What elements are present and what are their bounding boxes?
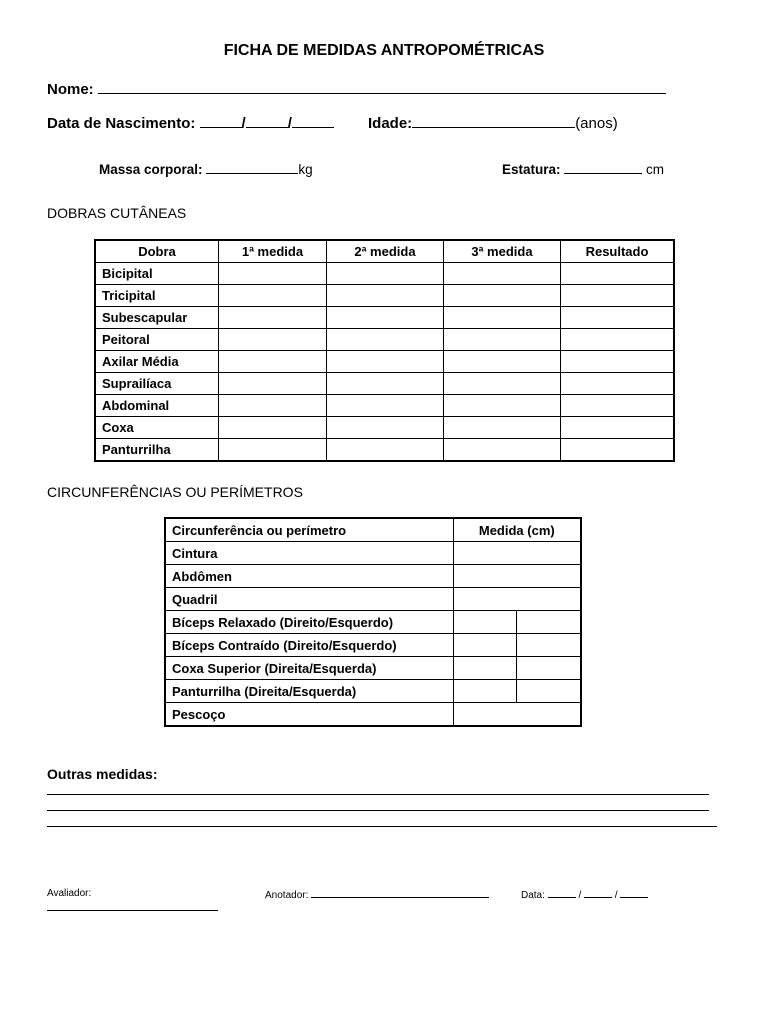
circ-row-label: Cintura: [165, 542, 453, 565]
circ-header-perimetro: Circunferência ou perímetro: [165, 518, 453, 542]
dobras-cell-medida-1[interactable]: [219, 329, 327, 351]
dobras-cell-medida-3[interactable]: [444, 329, 561, 351]
dobras-row-label: Panturrilha: [95, 439, 219, 462]
data-ano-field[interactable]: [620, 888, 648, 898]
outras-label: Outras medidas:: [47, 766, 158, 782]
anotador-field[interactable]: [311, 888, 489, 898]
data-mes-field[interactable]: [584, 888, 612, 898]
massa-row: [99, 161, 313, 177]
circ-cell-direito[interactable]: [453, 611, 517, 634]
estatura-label: Estatura:: [502, 162, 561, 177]
circ-row-label: Abdômen: [165, 565, 453, 588]
dobras-cell-medida-1[interactable]: [219, 439, 327, 462]
circ-row: [165, 542, 581, 565]
page-title: FICHA DE MEDIDAS ANTROPOMÉTRICAS: [223, 42, 545, 59]
dobras-header-medida-3: 3ª medida: [444, 240, 561, 263]
anotador-row: [265, 888, 489, 901]
nome-field[interactable]: [98, 79, 666, 94]
dobras-row: [95, 307, 674, 329]
dobras-cell-medida-1[interactable]: [219, 351, 327, 373]
dobras-header-medida-1: 1ª medida: [219, 240, 327, 263]
dobras-cell-medida-2[interactable]: [327, 439, 444, 462]
nome-row: [47, 79, 666, 98]
dobras-cell-medida-2[interactable]: [327, 307, 444, 329]
dobras-cell-medida-3[interactable]: [444, 263, 561, 285]
dobras-cell-medida-3[interactable]: [444, 307, 561, 329]
idade-label: Idade:: [368, 115, 413, 132]
massa-field[interactable]: [206, 161, 298, 174]
nascimento-mes-field[interactable]: [246, 113, 288, 128]
dobras-cell-medida-2[interactable]: [327, 263, 444, 285]
circ-row: [165, 634, 581, 657]
dobras-cell-medida-1[interactable]: [219, 285, 327, 307]
dobras-row: [95, 373, 674, 395]
dobras-row-label: Suprailíaca: [95, 373, 219, 395]
circ-row-label: Bíceps Contraído (Direito/Esquerdo): [165, 634, 453, 657]
circ-row-label: Pescoço: [165, 703, 453, 727]
dobras-row: [95, 395, 674, 417]
dobras-cell-resultado[interactable]: [561, 329, 675, 351]
dobras-row: [95, 329, 674, 351]
dobras-table: [94, 239, 675, 462]
outras-line-1[interactable]: [47, 794, 709, 795]
dobras-cell-resultado[interactable]: [561, 263, 675, 285]
circ-row: [165, 680, 581, 703]
circ-row-label: Quadril: [165, 588, 453, 611]
estatura-field[interactable]: [564, 161, 642, 174]
circ-cell-esquerdo[interactable]: [517, 680, 581, 703]
dobras-cell-medida-1[interactable]: [219, 417, 327, 439]
dobras-header-medida-2: 2ª medida: [327, 240, 444, 263]
avaliador-field[interactable]: [47, 910, 218, 911]
dobras-cell-resultado[interactable]: [561, 439, 675, 462]
dobras-section-title: DOBRAS CUTÂNEAS: [47, 205, 187, 221]
dobras-row: [95, 285, 674, 307]
nascimento-dia-field[interactable]: [200, 113, 242, 128]
circ-row: [165, 611, 581, 634]
massa-label: Massa corporal:: [99, 162, 203, 177]
dobras-row-label: Subescapular: [95, 307, 219, 329]
dobras-cell-medida-3[interactable]: [444, 351, 561, 373]
dobras-cell-medida-2[interactable]: [327, 373, 444, 395]
dobras-cell-medida-2[interactable]: [327, 395, 444, 417]
data-row: Data: / /: [521, 888, 648, 901]
dobras-cell-medida-3[interactable]: [444, 417, 561, 439]
dobras-cell-medida-3[interactable]: [444, 439, 561, 462]
circ-cell-esquerdo[interactable]: [517, 611, 581, 634]
dobras-cell-medida-3[interactable]: [444, 373, 561, 395]
circ-cell-direito[interactable]: [453, 657, 517, 680]
dobras-row-label: Bicipital: [95, 263, 219, 285]
data-dia-field[interactable]: [548, 888, 576, 898]
circ-cell-direito[interactable]: [453, 634, 517, 657]
dobras-row-label: Axilar Média: [95, 351, 219, 373]
dobras-cell-resultado[interactable]: [561, 395, 675, 417]
dobras-row: [95, 417, 674, 439]
estatura-row: [502, 161, 664, 177]
circ-section-title: CIRCUNFERÊNCIAS OU PERÍMETROS: [47, 484, 303, 500]
avaliador-label: Avaliador:: [47, 888, 92, 899]
circ-row: [165, 657, 581, 680]
idade-field[interactable]: [412, 113, 575, 128]
nome-label: Nome:: [47, 81, 94, 98]
dobras-row-label: Tricipital: [95, 285, 219, 307]
circ-cell-medida[interactable]: [453, 565, 581, 588]
dobras-cell-resultado[interactable]: [561, 417, 675, 439]
dobras-cell-medida-2[interactable]: [327, 351, 444, 373]
circunferencias-table: [164, 517, 582, 727]
circ-row: [165, 588, 581, 611]
dobras-header-resultado: Resultado: [561, 240, 675, 263]
nascimento-ano-field[interactable]: [292, 113, 334, 128]
outras-line-2[interactable]: [47, 810, 709, 811]
dobras-row: [95, 351, 674, 373]
circ-row: [165, 565, 581, 588]
dobras-cell-medida-2[interactable]: [327, 285, 444, 307]
dobras-cell-resultado[interactable]: [561, 307, 675, 329]
anotador-label: Anotador:: [265, 890, 309, 901]
dobras-cell-resultado[interactable]: [561, 373, 675, 395]
dobras-header-row: [95, 240, 674, 263]
dobras-row-label: Abdominal: [95, 395, 219, 417]
circ-cell-direito[interactable]: [453, 680, 517, 703]
dobras-cell-resultado[interactable]: [561, 285, 675, 307]
circ-cell-medida[interactable]: [453, 703, 581, 727]
nascimento-label: Data de Nascimento:: [47, 115, 196, 132]
dobras-row: [95, 263, 674, 285]
dobras-header-dobra: Dobra: [95, 240, 219, 263]
data-label: Data:: [521, 890, 545, 901]
massa-unit: kg: [298, 162, 313, 177]
idade-unit: (anos): [575, 115, 618, 132]
dobras-row-label: Coxa: [95, 417, 219, 439]
dobras-cell-medida-2[interactable]: [327, 417, 444, 439]
circ-row-label: Coxa Superior (Direita/Esquerda): [165, 657, 453, 680]
dobras-cell-medida-3[interactable]: [444, 395, 561, 417]
dobras-cell-medida-1[interactable]: [219, 263, 327, 285]
outras-line-3[interactable]: [47, 826, 717, 827]
dobras-cell-resultado[interactable]: [561, 351, 675, 373]
dobras-row: [95, 439, 674, 462]
idade-row: [368, 113, 618, 132]
circ-header-row: [165, 518, 581, 542]
dobras-cell-medida-3[interactable]: [444, 285, 561, 307]
circ-cell-esquerdo[interactable]: [517, 634, 581, 657]
circ-row: [165, 703, 581, 727]
circ-row-label: Panturrilha (Direita/Esquerda): [165, 680, 453, 703]
dobras-cell-medida-1[interactable]: [219, 307, 327, 329]
circ-cell-medida[interactable]: [453, 588, 581, 611]
dobras-cell-medida-2[interactable]: [327, 329, 444, 351]
dobras-row-label: Peitoral: [95, 329, 219, 351]
dobras-cell-medida-1[interactable]: [219, 373, 327, 395]
estatura-unit: cm: [646, 162, 665, 177]
nascimento-row: Data de Nascimento: / /: [47, 113, 334, 132]
circ-cell-esquerdo[interactable]: [517, 657, 581, 680]
circ-cell-medida[interactable]: [453, 542, 581, 565]
circ-row-label: Bíceps Relaxado (Direito/Esquerdo): [165, 611, 453, 634]
circ-header-medida: Medida (cm): [453, 518, 581, 542]
dobras-cell-medida-1[interactable]: [219, 395, 327, 417]
